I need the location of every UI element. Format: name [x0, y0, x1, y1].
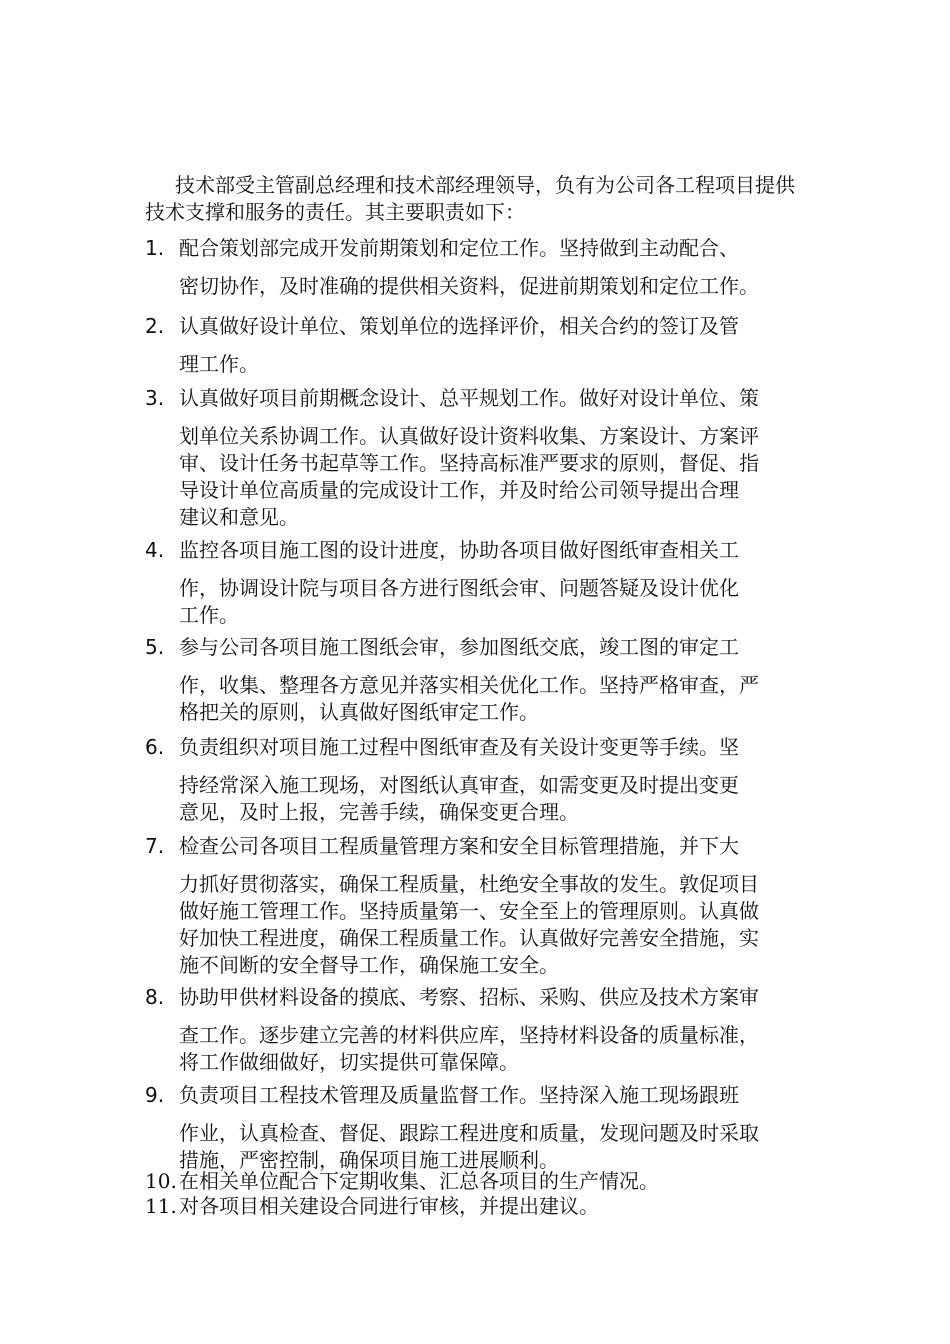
- list-item-text-line: 作，收集、整理各方意见并落实相关优化工作。坚持严格审查，严: [179, 673, 759, 697]
- list-item-text-line: 作业，认真检查、督促、跟踪工程进度和质量，发现问题及时采取: [179, 1121, 759, 1145]
- list-item-text-line: 在相关单位配合下定期收集、汇总各项目的生产情况。: [179, 1169, 659, 1193]
- list-item-number: 4.: [145, 538, 165, 562]
- list-item-number: 8.: [145, 985, 165, 1009]
- list-item-text-line: 审、设计任务书起草等工作。坚持高标准严要求的原则，督促、指: [179, 451, 759, 475]
- list-item-text-line: 措施，严密控制，确保项目施工进展顺利。: [179, 1148, 559, 1172]
- list-item-text-line: 查工作。逐步建立完善的材料供应库，坚持材料设备的质量标准，: [179, 1023, 759, 1047]
- list-item-text-line: 配合策划部完成开发前期策划和定位工作。坚持做到主动配合、: [179, 236, 739, 260]
- list-item-number: 7.: [145, 834, 165, 858]
- list-item-number: 10.: [145, 1169, 177, 1193]
- list-item-text-line: 工作。: [179, 603, 239, 627]
- list-item-number: 6.: [145, 735, 165, 759]
- list-item-text-line: 力抓好贯彻落实，确保工程质量，杜绝安全事故的发生。敦促项目: [179, 872, 759, 896]
- list-item-text-line: 理工作。: [179, 352, 259, 376]
- list-item-number: 11.: [145, 1194, 177, 1218]
- list-item-number: 9.: [145, 1083, 165, 1107]
- list-item-text-line: 施不间断的安全督导工作，确保施工安全。: [179, 953, 559, 977]
- list-item-text-line: 导设计单位高质量的完成设计工作，并及时给公司领导提出合理: [179, 478, 739, 502]
- list-item-number: 1.: [145, 236, 165, 260]
- list-item-text-line: 将工作做细做好，切实提供可靠保障。: [179, 1050, 519, 1074]
- list-item-number: 3.: [145, 386, 165, 410]
- list-item-number: 5.: [145, 635, 165, 659]
- list-item-text-line: 负责项目工程技术管理及质量监督工作。坚持深入施工现场跟班: [179, 1083, 739, 1107]
- intro-paragraph: 技术部受主管副总经理和技术部经理领导，负有为公司各工程项目提供技术支撑和服务的责任。其主要职责如下：: [145, 173, 795, 224]
- list-item-text-line: 参与公司各项目施工图纸会审，参加图纸交底，竣工图的审定工: [179, 635, 739, 659]
- list-item-text-line: 认真做好项目前期概念设计、总平规划工作。做好对设计单位、策: [179, 386, 759, 410]
- list-item-text-line: 负责组织对项目施工过程中图纸审查及有关设计变更等手续。坚: [179, 735, 739, 759]
- list-item-text-line: 密切协作，及时准确的提供相关资料，促进前期策划和定位工作。: [179, 274, 759, 298]
- list-item-text-line: 做好施工管理工作。坚持质量第一、安全至上的管理原则。认真做: [179, 899, 759, 923]
- list-item-text-line: 好加快工程进度，确保工程质量工作。认真做好完善安全措施，实: [179, 926, 759, 950]
- list-item-text-line: 格把关的原则，认真做好图纸审定工作。: [179, 700, 539, 724]
- list-item-text-line: 对各项目相关建设合同进行审核，并提出建议。: [179, 1194, 599, 1218]
- list-item-text-line: 划单位关系协调工作。认真做好设计资料收集、方案设计、方案评: [179, 424, 759, 448]
- list-item-text-line: 认真做好设计单位、策划单位的选择评价，相关合约的签订及管: [179, 314, 739, 338]
- list-item-number: 2.: [145, 314, 165, 338]
- list-item-text-line: 意见，及时上报，完善手续，确保变更合理。: [179, 800, 579, 824]
- list-item-text-line: 作，协调设计院与项目各方进行图纸会审、问题答疑及设计优化: [179, 576, 739, 600]
- list-item-text-line: 监控各项目施工图的设计进度，协助各项目做好图纸审查相关工: [179, 538, 739, 562]
- list-item-text-line: 协助甲供材料设备的摸底、考察、招标、采购、供应及技术方案审: [179, 985, 759, 1009]
- list-item-text-line: 检查公司各项目工程质量管理方案和安全目标管理措施，并下大: [179, 834, 739, 858]
- list-item-text-line: 建议和意见。: [179, 505, 299, 529]
- list-item-text-line: 持经常深入施工现场，对图纸认真审查，如需变更及时提出变更: [179, 773, 739, 797]
